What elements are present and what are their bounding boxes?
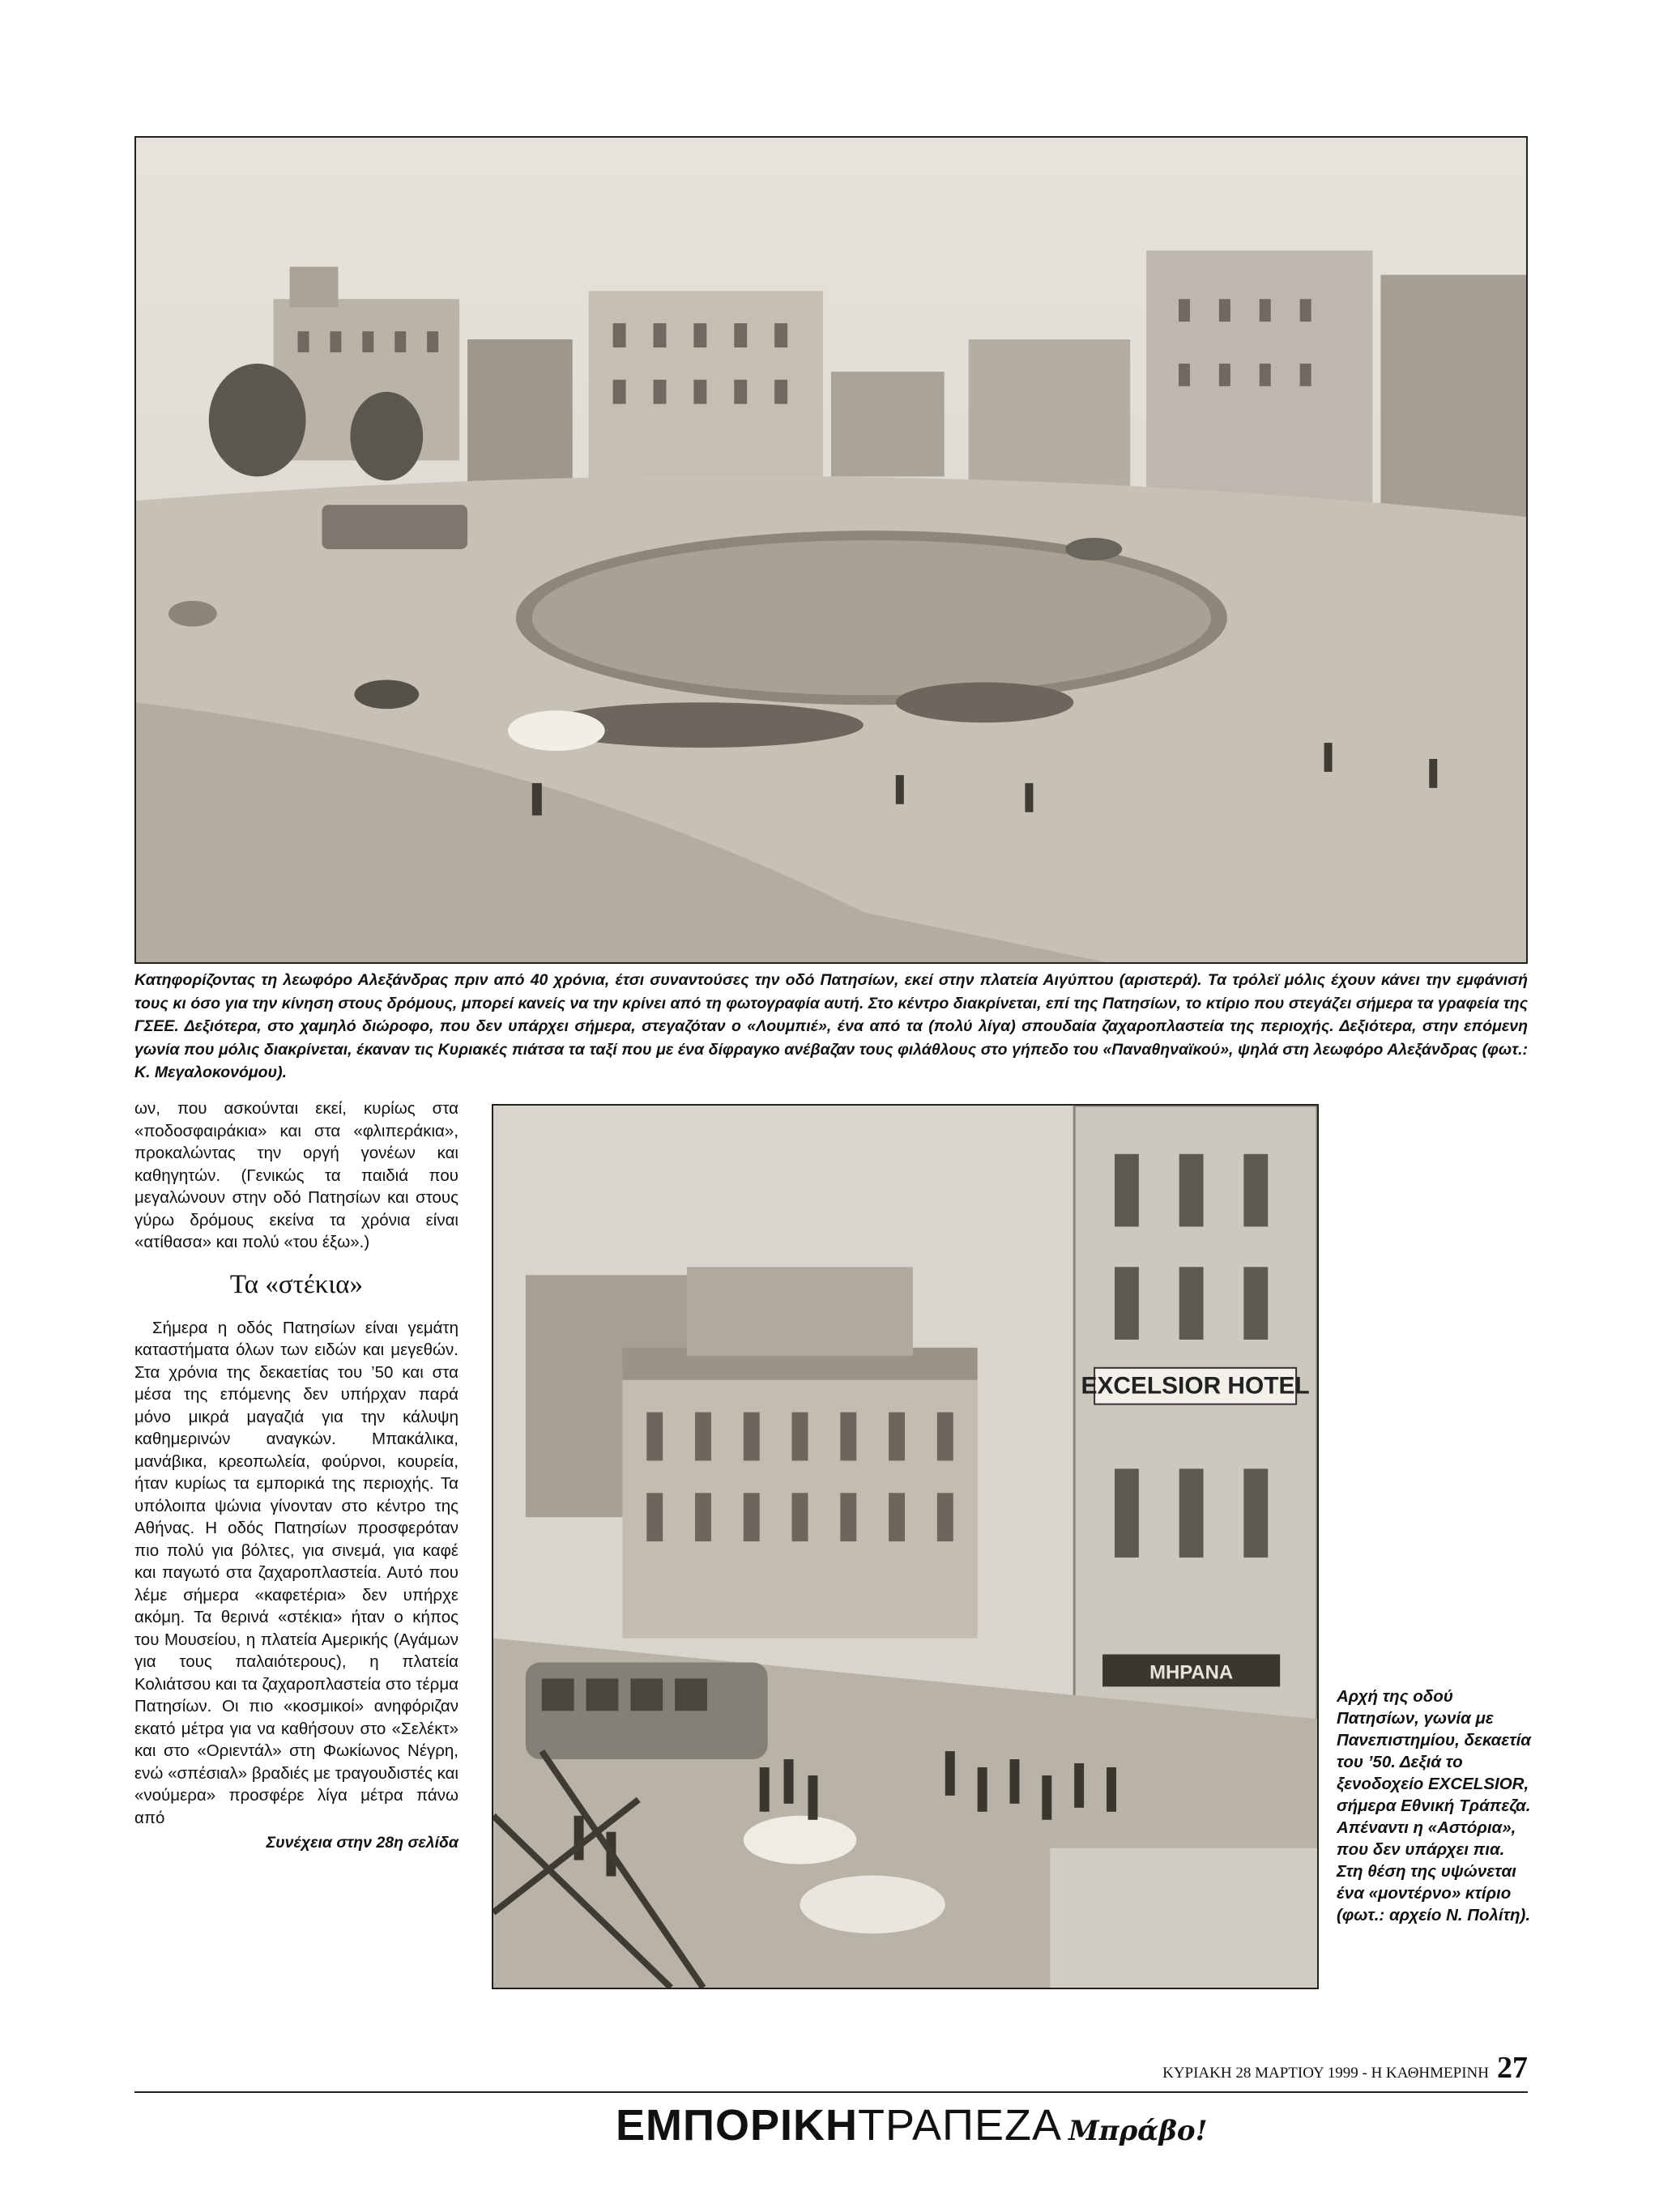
page-number: 27 <box>1497 2051 1528 2085</box>
brand-name-bold: ΕΜΠΟΡΙΚΗ <box>616 2101 859 2150</box>
photo-bottom-illustration <box>493 1106 1317 1988</box>
photo-plateia-aigyptou <box>134 136 1528 964</box>
page-folio <box>1162 2050 1528 2086</box>
dateline: ΚΥΡΙΑΚΗ 28 ΜΑΡΤΙΟΥ 1999 - Η ΚΑΘΗΜΕΡΙΝΗ <box>1162 2065 1489 2082</box>
article-paragraph-1: ων, που ασκούνται εκεί, κυρίως στα «ποδοσφαιράκια» και στα «φλιπεράκια», προκαλώντας την οργή γονέων και καθηγητών. (Γενικώς τα παιδιά που μεγαλώνουν στην οδό Πατησίων και στους γύρω δρόμους εκείνα τα χρόνια είναι «ατίθασα» και πολύ «του έξω».) <box>134 1099 458 1251</box>
brand-tagline: Μπράβο! <box>1068 2115 1208 2147</box>
footer-rule <box>134 2091 1528 2093</box>
caption-bottom-photo: Αρχή της οδού Πατησίων, γωνία με Πανεπιστημίου, δεκαετία του ’50. Δεξιά το ξενοδοχείο EXCELSIOR, σήμερα Εθνική Τράπεζα. Απέναντι η «Αστόρια», που δεν υπάρχει πια. Στη θέση της υψώνεται ένα «μοντέρνο» κτίριο (φωτ.: αρχείο Ν. Πολίτη). <box>1337 1687 1531 1924</box>
photo-patision-panepistimiou <box>492 1104 1319 1989</box>
article-subhead: Τα «στέκια» <box>229 1269 364 1299</box>
photo-top-illustration <box>136 138 1526 962</box>
footer-bank-logo <box>616 2100 1208 2150</box>
continued-note: Συνέχεια στην 28η σελίδα <box>266 1834 458 1852</box>
brand-name-light: ΤΡΑΠΕΖΑ <box>858 2101 1063 2150</box>
article-column <box>134 1097 458 1855</box>
caption-top-photo: Κατηφορίζοντας τη λεωφόρο Αλεξάνδρας πριν από 40 χρόνια, έτσι συναντούσες την οδό Πατησίων, εκεί στην πλατεία Αιγύπτου (αριστερά). Τα τρόλεϊ μόλις έχουν κάνει την εμφάνισή τους κι όσο για την κίνηση στους δρόμους, μπορεί κανείς να την κρίνει από τη φωτογραφία αυτή. Στο κέντρο διακρίνεται, επί της Πατησίων, το κτίριο που στεγάζει σήμερα τα γραφεία της ΓΣΕΕ. Δεξιότερα, στο χαμηλό διώροφο, που δεν υπάρχει σήμερα, στεγαζόταν ο «Λουμπιέ», ένα από τα (πολύ λίγα) σπουδαία ζαχαροπλαστεία της περιοχής. Δεξιότερα, στην επόμενη γωνία που μόλις διακρίνεται, έκαναν τις Κυριακές πιάτσα τα ταξί που με ένα δίφραγκο ανέβαζαν τους φιλάθλους στο γήπεδο του «Παναθηναϊκού», ψηλά στη λεωφόρο Αλεξάνδρας (φωτ.: Κ. Μεγαλοκονόμου). <box>134 971 1528 1081</box>
shop-sign: ΜΗΡΑΝΑ <box>1149 1661 1234 1684</box>
article-paragraph-2: Σήμερα η οδός Πατησίων είναι γεμάτη καταστήματα όλων των ειδών και μεγεθών. Στα χρόνια της δεκαετίας του ’50 και στα μέσα της επόμενης δεν υπήρχαν παρά μόνο μικρά μαγαζιά για την κάλυψη καθημερινών αναγκών. Μπακάλικα, μανάβικα, κρεοπωλεία, φούρνοι, κουρεία, ήταν κυρίως τα εμπορικά της περιοχής. Τα υπόλοιπα ψώνια γίνονταν στο κέντρο της Αθήνας. Η οδός Πατησίων προσφερόταν πιο πολύ για βόλτες, για σινεμά, για καφέ και παγωτό στα ζαχαροπλαστεία. Αυτό που λέμε σήμερα «καφετέρια» δεν υπήρχε ακόμη. Τα θερινά «στέκια» ήταν ο κήπος του Μουσείου, η πλατεία Αμερικής (Αγάμων για τους παλαιότερους), η πλατεία Κολιάτσου και τα ζαχαροπλαστεία στο τέρμα Πατησίων. Οι πιο «κοσμικοί» ανηφόριζαν εκατό μέτρα για να καθήσουν στο «Σελέκτ» και στο «Οριεντάλ» στη Φωκίωνος Νέγρη, ενώ «σπέσιαλ» βραδιές με τραγουδιστές και «νούμερα» προσφέρε λίγα μέτρα πάνω από <box>134 1318 458 1827</box>
hotel-sign: EXCELSIOR HOTEL <box>1081 1372 1310 1400</box>
